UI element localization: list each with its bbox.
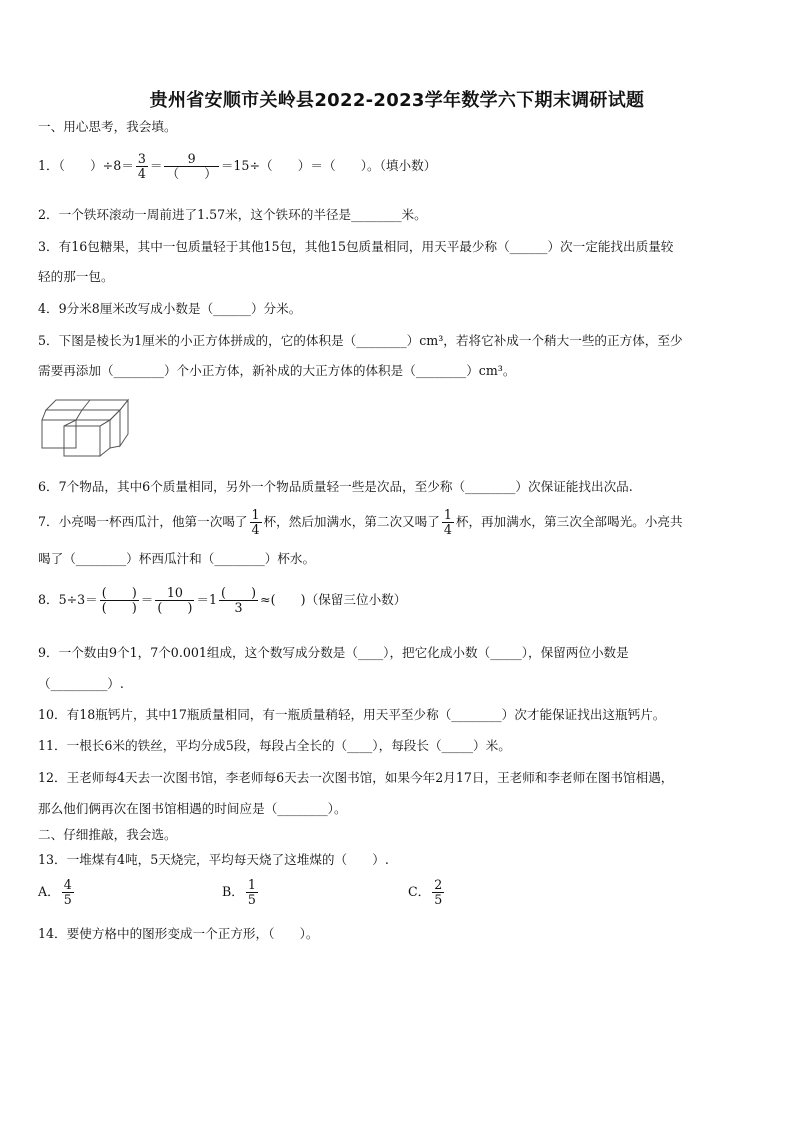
question-8: 8．5÷3＝ $\frac{( )}{( )}$ ＝ $\frac{10}{( )}$ ＝1 $\frac{( )}{3}$ ≈( )（保留三位小数） [38, 585, 407, 615]
question-3: 3．有16包糖果，其中一包质量轻于其他15包，其他15包质量相同，用天平最少称（______）次一定能找出质量较 [38, 239, 674, 254]
question-5: 5．下图是棱长为1厘米的小正方体拼成的，它的体积是（________）cm³，若将它补成一个稍大一些的正方体，至少 [38, 333, 683, 348]
fraction: $\frac{10}{( )}$ [157, 585, 193, 615]
question-11: 11．一根长6米的铁丝，平均分成5段，每段占全长的（____），每段长（_____）米。 [38, 738, 511, 753]
section-heading-2: 二、仔细推敲，我会选。 [38, 827, 177, 842]
question-9: 9．一个数由9个1，7个0.001组成，这个数写成分数是（____），把它化成小数（_____），保留两位小数是 [38, 645, 629, 660]
question-2: 2．一个铁环滚动一周前进了1.57米，这个铁环的半径是________米。 [38, 207, 427, 222]
question-10: 10．有18瓶钙片，其中17瓶质量相同，有一瓶质量稍轻，用天平至少称（________）次才能保证找出这瓶钙片。 [38, 707, 666, 722]
question-7-cont: 喝了（________）杯西瓜汁和（________）杯水。 [38, 551, 316, 566]
option-a[interactable]: A． $\frac{4}{5}$ [38, 877, 72, 907]
fraction: $\frac{3}{4}$ [137, 151, 146, 181]
cubes-figure [40, 396, 134, 462]
fraction: $\frac{9}{( )}$ [166, 151, 217, 181]
question-5-cont: 需要再添加（________）个小正方体，新补成的大正方体的体积是（________）cm³。 [38, 363, 516, 378]
question-1: 1．（ ）÷8＝ $\frac{3}{4}$ ＝ $\frac{9}{( )}$ ＝15÷（ ）＝（ ）。（填小数） [38, 151, 437, 181]
section-heading-1: 一、用心思考，我会填。 [38, 119, 177, 134]
question-12: 12．王老师每4天去一次图书馆，李老师每6天去一次图书馆，如果今年2月17日，王老师和李老师在图书馆相遇， [38, 770, 674, 785]
option-b[interactable]: B． $\frac{1}{5}$ [222, 877, 256, 907]
fraction: $\frac{2}{5}$ [434, 877, 443, 907]
question-14: 14．要使方格中的图形变成一个正方形，（ ）。 [38, 926, 319, 941]
question-6: 6．7个物品，其中6个质量相同，另外一个物品质量轻一些是次品，至少称（________）次保证能找出次品. [38, 479, 633, 494]
fraction: $\frac{1}{4}$ [443, 507, 452, 537]
fraction: $\frac{1}{4}$ [251, 507, 260, 537]
question-3-cont: 轻的那一包。 [38, 269, 114, 284]
fraction: $\frac{( )}{3}$ [221, 585, 257, 615]
question-9-cont: （_________）. [38, 676, 124, 691]
question-12-cont: 那么他们俩再次在图书馆相遇的时间应是（________）。 [38, 801, 347, 816]
page-title: 贵州省安顺市关岭县2022-2023学年数学六下期末调研试题 [149, 90, 645, 111]
fraction: $\frac{( )}{( )}$ [101, 585, 137, 615]
question-7: 7．小亮喝一杯西瓜汁，他第一次喝了 $\frac{1}{4}$ 杯，然后加满水，第二次又喝了 $\frac{1}{4}$ 杯，再加满水，第三次全部喝光。小亮共 [38, 507, 683, 537]
question-4: 4．9分米8厘米改写成小数是（______）分米。 [38, 301, 302, 316]
fraction: $\frac{1}{5}$ [247, 877, 256, 907]
question-13: 13．一堆煤有4吨，5天烧完，平均每天烧了这堆煤的（ ）. [38, 852, 389, 867]
fraction: $\frac{4}{5}$ [63, 877, 72, 907]
option-c[interactable]: C． $\frac{2}{5}$ [408, 877, 443, 907]
